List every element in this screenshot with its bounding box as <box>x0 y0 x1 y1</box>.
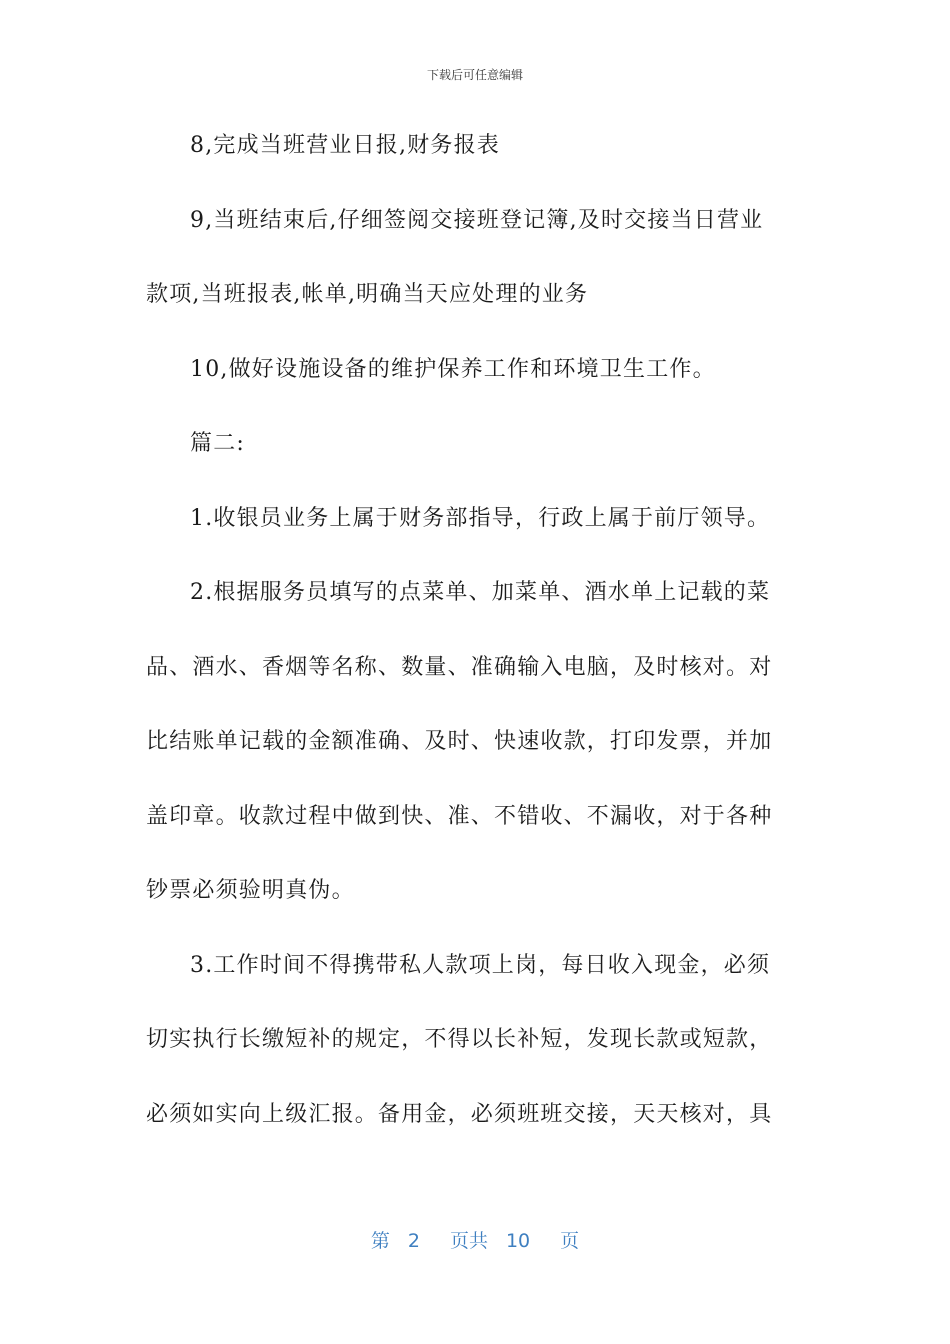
paragraph-line: 2.根据服务员填写的点菜单、加菜单、酒水单上记载的菜 <box>190 580 771 605</box>
paragraph-line: 切实执行长缴短补的规定，不得以长补短，发现长款或短款， <box>146 1027 773 1052</box>
document-body <box>146 124 792 1167</box>
paragraph-line: 盖印章。收款过程中做到快、准、不错收、不漏收，对于各种 <box>146 803 773 829</box>
header-note: 下载后可任意编辑 <box>426 68 523 82</box>
current-page-number: 2 <box>407 1230 420 1252</box>
paragraph-line: 款项,当班报表,帐单,明确当天应处理的业务 <box>146 282 589 307</box>
section-heading: 篇二: <box>190 431 246 456</box>
paragraph-line: 10,做好设施设备的维护保养工作和环境卫生工作。 <box>190 356 716 382</box>
paragraph-line: 3.工作时间不得携带私人款项上岗，每日收入现金，必须 <box>190 952 771 978</box>
paragraph-line: 9,当班结束后,仔细签阅交接班登记簿,及时交接当日营业 <box>190 207 764 233</box>
paragraph-line: 品、酒水、香烟等名称、数量、准确输入电脑，及时核对。对 <box>146 654 773 680</box>
page-label-prefix: 第 <box>370 1230 390 1252</box>
paragraph-line: 必须如实向上级汇报。备用金，必须班班交接，天天核对，具 <box>146 1101 773 1127</box>
page-label-suffix: 页 <box>560 1230 580 1252</box>
paragraph-line: 1.收银员业务上属于财务部指导，行政上属于前厅领导。 <box>190 505 771 531</box>
paragraph-line: 比结账单记载的金额准确、及时、快速收款，打印发票，并加 <box>146 729 773 754</box>
page-footer <box>0 1226 950 1253</box>
paragraph-line: 钞票必须验明真伪。 <box>146 878 355 903</box>
page-label-mid: 页共 <box>449 1230 488 1252</box>
paragraph-line: 8,完成当班营业日报,财务报表 <box>190 133 500 158</box>
total-pages-number: 10 <box>505 1230 531 1252</box>
